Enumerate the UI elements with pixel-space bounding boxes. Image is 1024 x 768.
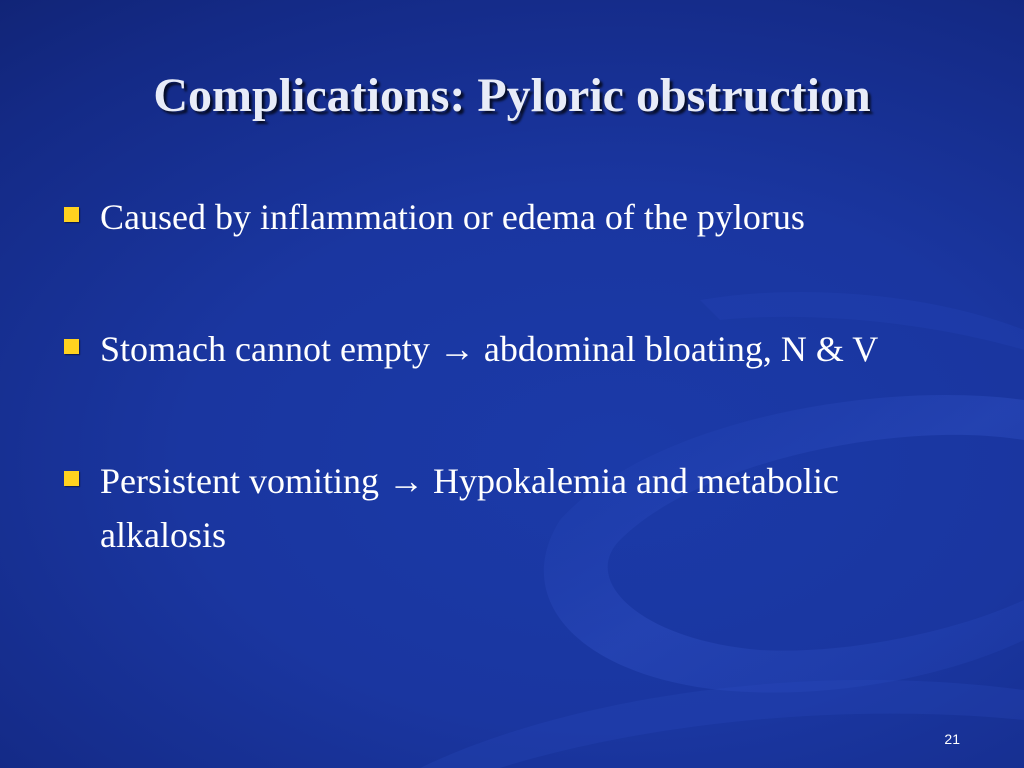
bullet-text: Caused by inflammation or edema of the pylorus (100, 197, 805, 237)
bullet-text: Persistent vomiting → Hypokalemia and metabolic alkalosis (100, 461, 839, 555)
square-bullet-icon (64, 339, 79, 354)
bullet-text: Stomach cannot empty → abdominal bloating, N & V (100, 329, 879, 369)
bullet-item (62, 190, 942, 244)
bullet-item (62, 454, 942, 562)
page-number: 21 (944, 731, 960, 747)
bullet-list (62, 190, 942, 640)
square-bullet-icon (64, 207, 79, 222)
square-bullet-icon (64, 471, 79, 486)
slide-title: Complications: Pyloric obstruction (153, 69, 871, 122)
bullet-item (62, 322, 942, 376)
